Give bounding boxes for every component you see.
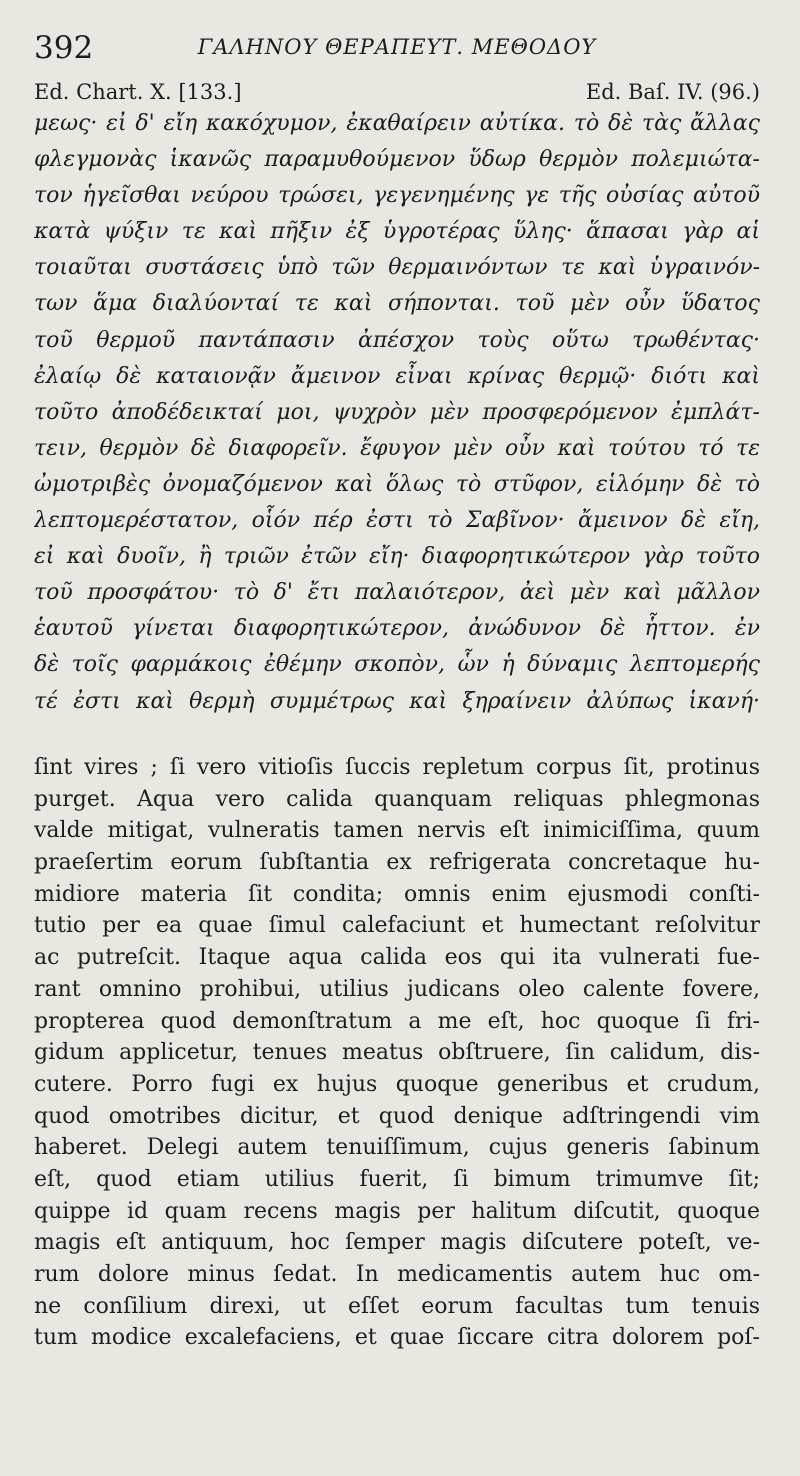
greek-line: ἑαυτοῦ γίνεται διαφορητικώτερον, ἀνώδυνον δὲ ἧττον. ἐν [34, 616, 760, 642]
latin-line: ſint vires ; ſi vero vitioſis ſuccis repletum corpus ſit, protinus [34, 755, 760, 780]
latin-line: quippe id quam recens magis per halitum diſcutit, quoque [34, 1198, 760, 1224]
greek-line: μεως· εἰ δ' εἴη κακόχυμον, ἐκαθαίρειν αὐτίκα. τὸ δὲ τὰς ἄλλας [34, 111, 760, 136]
latin-line: rant omnino prohibui, utilius judicans oleo calente fovere, [34, 976, 760, 1002]
latin-line: valde mitigat, vulneratis tamen nervis eſt inimiciſſima, quum [34, 818, 760, 844]
latin-line: rum dolore minus ſedat. In medicamentis autem huc om- [34, 1262, 760, 1287]
basel-edition-ref: Ed. Baſ. IV. (96.) [585, 80, 760, 104]
latin-line: quod omotribes dicitur, et quod denique adſtringendi vim [34, 1103, 760, 1129]
latin-translation [34, 752, 760, 1354]
latin-line: eſt, quod etiam utilius fuerit, ſi bimum trimumve ſit; [34, 1166, 760, 1192]
greek-line: τοιαῦται συστάσεις ὑπὸ τῶν θερμαινόντων τε καὶ ὑγραινόν- [34, 255, 760, 281]
latin-line: gidum applicetur, tenues meatus obſtruere, ſin calidum, dis- [34, 1040, 760, 1066]
greek-line: κατὰ ψύξιν τε καὶ πῆξιν ἐξ ὑγροτέρας ὕλης· ἅπασαι γὰρ αἱ [34, 219, 760, 245]
latin-line: tutio per ea quae ſimul calefaciunt et humectant reſolvitur [34, 913, 760, 939]
greek-line: δὲ τοῖς φαρμάκοις ἐθέμην σκοπὸν, ὧν ἡ δύναμις λεπτομερής [34, 652, 760, 678]
greek-line: φλεγμονὰς ἱκανῶς παραμυθούμενον ὕδωρ θερμὸν πολεμιώτα- [34, 147, 760, 173]
greek-line: των ἅμα διαλύονταί τε καὶ σήπονται. τοῦ μὲν οὖν ὕδατος [34, 291, 760, 317]
greek-text [34, 106, 760, 720]
greek-line: ἐλαίῳ δὲ καταιονᾷν ἄμεινον εἶναι κρίνας θερμῷ· διότι καὶ [34, 363, 760, 389]
chartier-edition-ref: Ed. Chart. X. [133.] [34, 80, 242, 104]
latin-line: tum modice excalefaciens, et quae ſiccare citra dolorem poſ- [34, 1325, 760, 1351]
page-number: 392 [34, 30, 94, 66]
latin-line: propterea quod demonſtratum a me eſt, hoc quoque ſi fri- [34, 1008, 760, 1034]
greek-line: τοῦ θερμοῦ παντάπασιν ἀπέσχον τοὺς οὕτω τρωθέντας· [34, 327, 760, 353]
running-title: ΓΑΛΗΝΟΥ ΘΕΡΑΠΕΥΤ. ΜΕΘΟΔΟΥ [197, 35, 597, 59]
latin-line: ac putreſcit. Itaque aqua calida eos qui ita vulnerati fue- [34, 945, 760, 971]
greek-line: εἰ καὶ δυοῖν, ἢ τριῶν ἐτῶν εἴη· διαφορητικώτερον γὰρ τοῦτο [34, 544, 760, 570]
running-head [34, 30, 760, 70]
greek-line: τον ἡγεῖσθαι νεύρου τρώσει, γεγενημένης γε τῆς οὐσίας αὐτοῦ [34, 183, 760, 209]
latin-line: praeſertim eorum ſubſtantia ex refrigerata concretaque hu- [34, 850, 760, 876]
greek-line: τέ ἐστι καὶ θερμὴ συμμέτρως καὶ ξηραίνειν ἀλύπως ἱκανή· [34, 688, 760, 714]
latin-line: midiore materia ſit condita; omnis enim ejusmodi conſti- [34, 881, 760, 907]
greek-line: ὠμοτριβὲς ὀνομαζόμενον καὶ ὅλως τὸ στῦφον, εἱλόμην δὲ τὸ [34, 471, 760, 497]
greek-line: λεπτομερέστατον, οἷόν πέρ ἐστι τὸ Σαβῖνον· ἄμεινον δὲ εἴη, [34, 508, 760, 534]
greek-line: τοῦτο ἀποδέδεικταί μοι, ψυχρὸν μὲν προσφερόμενον ἐμπλάτ- [34, 399, 760, 425]
greek-line: τειν, θερμὸν δὲ διαφορεῖν. ἔφυγον μὲν οὖν καὶ τούτου τό τε [34, 435, 760, 461]
latin-line: haberet. Delegi autem tenuiſſimum, cujus generis ſabinum [34, 1135, 760, 1161]
latin-line: cutere. Porro fugi ex hujus quoque generibus et crudum, [34, 1071, 760, 1097]
greek-line: τοῦ προσφάτου· τὸ δ' ἔτι παλαιότερον, ἀεὶ μὲν καὶ μᾶλλον [34, 580, 760, 606]
latin-line: magis eſt antiquum, hoc ſemper magis diſcutere poteſt, ve- [34, 1230, 760, 1256]
latin-line: ne conſilium direxi, ut eſſet eorum facultas tum tenuis [34, 1293, 760, 1319]
latin-line: purget. Aqua vero calida quanquam reliquas phlegmonas [34, 786, 760, 812]
